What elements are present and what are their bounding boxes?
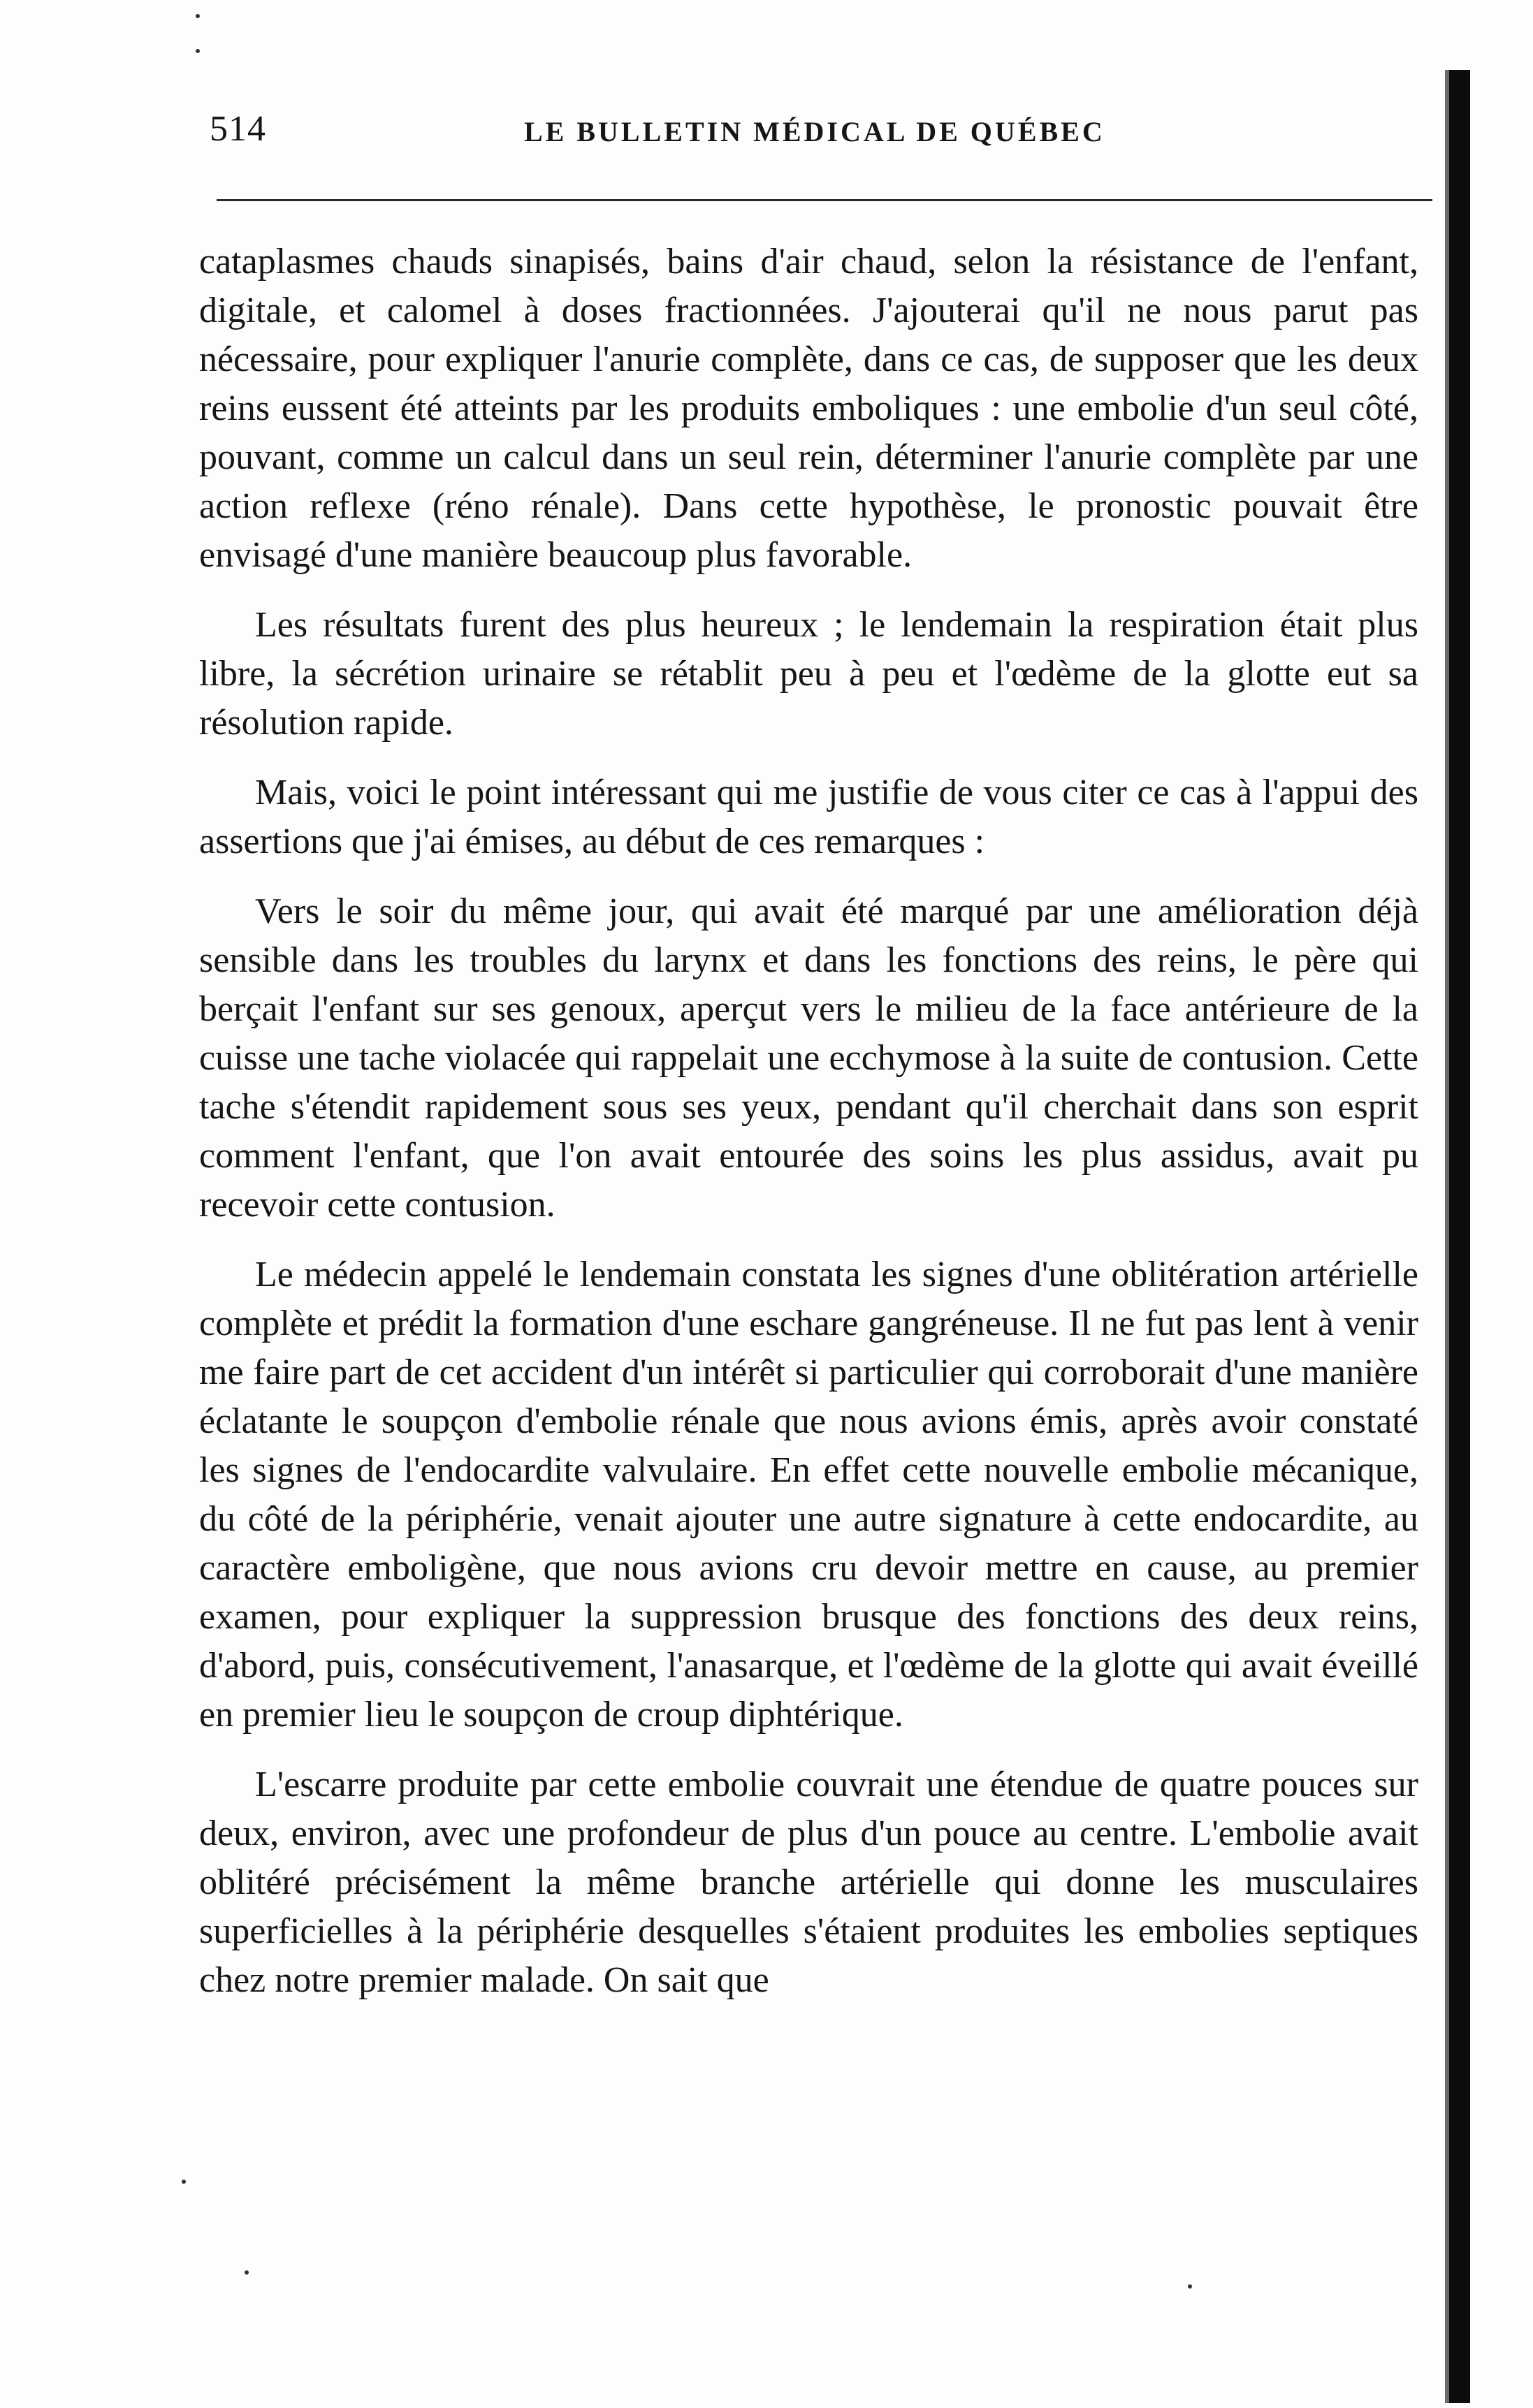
- scan-speck: [196, 14, 200, 18]
- paragraph-4: Vers le soir du même jour, qui avait été marqué par une amélioration déjà sensible dans les troubles du larynx et dans les fonctions des reins, le père qui berçait l'enfant sur ses genoux, aperçut vers le milieu de la face antérieure de la cuisse une tache violacée qui rappelait une ecchymose à la suite de contusion. Cette tache s'étendit rapidement sous ses yeux, pendant qu'il cherchait dans son esprit comment l'enfant, que l'on avait entourée des soins les plus assidus, avait pu recevoir cette contusion.: [199, 891, 1418, 1225]
- scan-speck: [245, 2270, 249, 2275]
- page-number: 514: [210, 109, 266, 149]
- page-header: [210, 108, 1467, 171]
- header-rule: [217, 199, 1432, 201]
- paragraph-6: L'escarre produite par cette embolie couvrait une étendue de quatre pouces sur deux, environ, avec une profondeur de plus d'un pouce au centre. L'embolie avait oblitéré précisément la même branche artérielle qui donne les musculaires superficielles à la périphérie desquelles s'étaient produites les embolies septiques chez notre premier malade. On sait que: [199, 1765, 1418, 2000]
- running-title: LE BULLETIN MÉDICAL DE QUÉBEC: [524, 116, 1105, 147]
- binding-edge: [1449, 70, 1470, 2403]
- scan-speck: [196, 49, 200, 53]
- body-text: [199, 238, 1418, 2026]
- scan-speck: [182, 2180, 186, 2184]
- paragraph-1: cataplasmes chauds sinapisés, bains d'air chaud, selon la résistance de l'enfant, digitale, et calomel à doses fractionnées. J'ajouterai qu'il ne nous parut pas nécessaire, pour expliquer l'anurie complète, dans ce cas, de supposer que les deux reins eussent été atteints par les produits emboliques : une embolie d'un seul côté, pouvant, comme un calcul dans un seul rein, déterminer l'anurie complète par une action reflexe (réno rénale). Dans cette hypothèse, le pronostic pouvait être envisagé d'une manière beaucoup plus favorable.: [199, 242, 1418, 575]
- paragraph-5: Le médecin appelé le lendemain constata les signes d'une oblitération artérielle complète et prédit la formation d'une eschare gangréneuse. Il ne fut pas lent à venir me faire part de cet accident d'un intérêt si particulier qui corroborait d'une manière éclatante le soupçon d'embolie rénale que nous avions émis, après avoir constaté les signes de l'endocardite valvulaire. En effet cette nouvelle embolie mécanique, du côté de la périphérie, venait ajouter une autre signature à cette endocardite, au caractère emboligène, que nous avions cru devoir mettre en cause, au premier examen, pour expliquer la suppression brusque des fonctions des deux reins, d'abord, puis, consécutivement, l'anasarque, et l'œdème de la glotte qui avait éveillé en premier lieu le soupçon de croup diphtérique.: [199, 1255, 1418, 1735]
- paragraph-3: Mais, voici le point intéressant qui me justifie de vous citer ce cas à l'appui des assertions que j'ai émises, au début de ces remarques :: [199, 773, 1418, 861]
- paragraph-2: Les résultats furent des plus heureux ; le lendemain la respiration était plus libre, la sécrétion urinaire se rétablit peu à peu et l'œdème de la glotte eut sa résolution rapide.: [199, 605, 1418, 743]
- scan-speck: [1188, 2284, 1192, 2289]
